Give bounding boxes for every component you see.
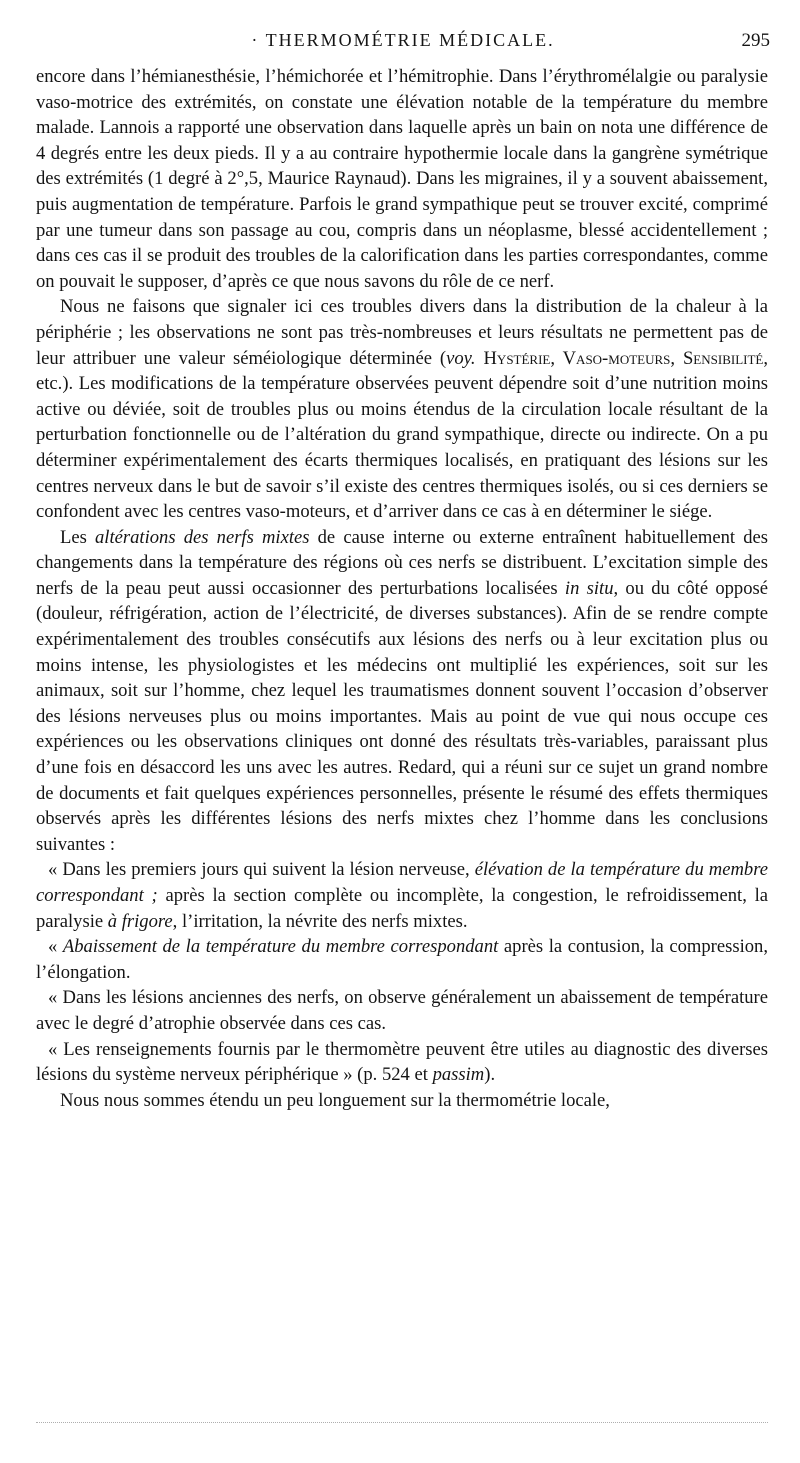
voy-abbreviation: voy. <box>446 347 476 369</box>
quote-text: ). <box>484 1064 496 1086</box>
emphasis: à frigore <box>107 910 173 932</box>
emphasis: passim <box>432 1064 485 1086</box>
quote-thermometer <box>36 1037 768 1088</box>
quote-text: après la section complète ou incomplète, la congestion, le refroidissement, la paralysie <box>36 885 769 932</box>
paragraph-distribution <box>36 294 768 524</box>
paragraph-text: etc.). Les modifications de la température observées peuvent dépendre soit d’une nutrition moins active ou déviée, soit de troubles plus ou moins étendus de la circulation locale résultant de la perturbation fonctionnelle ou de l’altération du grand sympathique, directe ou indirecte. On a pu déterminer expérimentalement des écarts thermiques localisés, en pratiquant des lésions sur les centres nerveux dans le but de savoir s’il existe des centres thermiques isolés, ou si ces derniers se confondent avec les centres vaso-moteurs, et d’arriver dans ce cas à en déterminer le siége. <box>36 373 768 523</box>
cross-references: Hystérie, Vaso-moteurs, Sensibilité, <box>483 347 768 369</box>
paragraph-text: Les <box>60 526 95 548</box>
paragraph-closing <box>36 1088 768 1114</box>
quote-elevation <box>36 857 768 934</box>
paragraph-text: , ou du côté opposé (douleur, réfrigération, action de l’électricité, de diverses substances). Afin de se rendre compte expérimentalement des troubles consécutifs aux lésions des nerfs ou à leur excitation plus ou moins intense, les physiologistes et les médecins ont multiplié les expériences, soit sur les animaux, soit sur l’homme, chez lequel les traumatismes donnent souvent l’occasion d’observer des lésions nerveuses plus ou moins importantes. Mais au point de vue qui nous occupe ces expériences ou les observations cliniques ont donné des résultats très-variables, paraissant plus d’une fois en désaccord les uns avec les autres. Redard, qui a réuni sur ce sujet un grand nombre de documents et fait quelques expériences personnelles, présente le résumé des effets thermiques observés après les différentes lésions des nerfs mixtes chez l’homme dans les conclusions suivantes : <box>36 577 769 855</box>
body-text <box>36 64 768 1113</box>
quote-abaissement <box>36 934 768 985</box>
paragraph-text: de cause interne ou externe entraînent habituellement des changements dans la température des régions où ces nerfs se distribuent. L’excitation simple des nerfs de la peau peut aussi occasionner des perturbations localisées <box>36 526 769 599</box>
paragraph-text: Nous ne faisons que signaler ici ces troubles divers dans la distribution de la chaleur à la périphérie ; les observations ne sont pas très-nombreuses et leurs résultats ne permettent pas de leur attribuer une valeur séméiologique déterminée ( <box>36 296 768 369</box>
footer-dotted-rule <box>36 1422 768 1423</box>
emphasis: in situ <box>564 577 614 599</box>
quote-text: « <box>48 936 63 958</box>
quote-text: après la contusion, la compression, l’élongation. <box>36 936 768 983</box>
emphasis: Abaissement de la température du membre correspondant <box>62 936 499 958</box>
quote-text: , l’irritation, la névrite des nerfs mixtes. <box>172 910 468 932</box>
quote-old-lesions <box>36 985 768 1036</box>
emphasis: altérations des nerfs mixtes <box>95 526 310 548</box>
paragraph-erythromelalgia <box>36 64 768 294</box>
paragraph-mixed-nerves <box>36 525 768 858</box>
running-header <box>36 30 770 56</box>
quote-text: « Dans les lésions anciennes des nerfs, on observe généralement un abaissement de température avec le degré d’atrophie observée dans ces cas. <box>36 987 768 1034</box>
emphasis: élévation de la température du membre correspondant ; <box>36 859 769 906</box>
page-number: 295 <box>741 30 770 51</box>
quote-text: « Les renseignements fournis par le thermomètre peuvent être utiles au diagnostic des diverses lésions du système nerveux périphérique » (p. 524 et <box>36 1038 768 1086</box>
paragraph-text: Nous nous sommes étendu un peu longuement sur la thermométrie locale, <box>60 1089 610 1111</box>
quote-text: « Dans les premiers jours qui suivent la lésion nerveuse, <box>48 859 475 881</box>
running-title: · THERMOMÉTRIE MÉDICALE. <box>251 30 555 50</box>
paragraph-text: encore dans l’hémianesthésie, l’hémichorée et l’hémitrophie. Dans l’érythromélalgie ou paralysie vaso-motrice des extrémités, on constate une élévation notable de la température du membre malade. Lannois a rapporté une observation dans laquelle après un bain on nota une différence de 4 degrés entre les deux pieds. Il y a au contraire hypothermie locale dans la gangrène symétrique des extrémités (1 degré à 2°,5, Maurice Raynaud). Dans les migraines, il y a souvent abaissement, puis augmentation de température. Parfois le grand sympathique peut se trouver excité, comprimé par une tumeur dans son passage au cou, compris dans un néoplasme, blessé accidentellement ; dans ces cas il se produit des troubles de la calorification dans les parties correspondantes, comme on pouvait le supposer, d’après ce que nous savons du rôle de ce nerf. <box>36 66 768 292</box>
